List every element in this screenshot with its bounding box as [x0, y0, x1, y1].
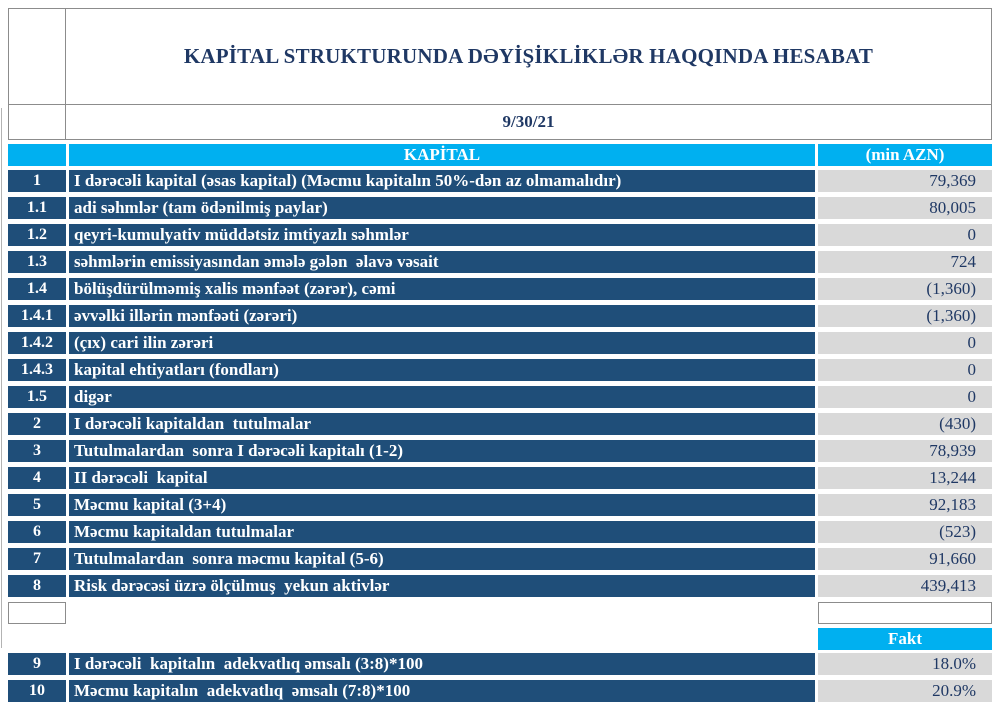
- row-number: 7: [8, 548, 66, 570]
- spacer-label-cell: [69, 602, 815, 624]
- row-value: 18.0%: [818, 653, 992, 675]
- fakt-empty-label-cell: [69, 628, 815, 650]
- row-value: 13,244: [818, 467, 992, 489]
- date-corner-cell: [8, 105, 66, 140]
- row-label: əvvəlki illərin mənfəəti (zərəri): [69, 305, 815, 327]
- date-cell: [66, 105, 992, 140]
- table-row: [8, 278, 992, 300]
- table-row: [8, 251, 992, 273]
- row-value: (523): [818, 521, 992, 543]
- table-row: [8, 440, 992, 462]
- report-date: 9/30/21: [502, 112, 555, 131]
- table-row: [8, 224, 992, 246]
- row-number: 1.2: [8, 224, 66, 246]
- fakt-empty-number-cell: [8, 628, 66, 650]
- row-label: I dərəcəli kapitaldan tutulmalar: [69, 413, 815, 435]
- row-value: 92,183: [818, 494, 992, 516]
- table-row: [8, 575, 992, 597]
- row-label: adi səhmlər (tam ödənilmiş paylar): [69, 197, 815, 219]
- title-row: [8, 8, 992, 105]
- ratio-rows: [8, 653, 992, 702]
- row-label: səhmlərin emissiyasından əmələ gələn əlavə vəsait: [69, 251, 815, 273]
- row-value: 20.9%: [818, 680, 992, 702]
- row-number: 4: [8, 467, 66, 489]
- row-number: 1: [8, 170, 66, 192]
- row-label: bölüşdürülməmiş xalis mənfəət (zərər), cəmi: [69, 278, 815, 300]
- row-value: 79,369: [818, 170, 992, 192]
- row-label: Tutulmalardan sonra məcmu kapital (5-6): [69, 548, 815, 570]
- row-label: (çıx) cari ilin zərəri: [69, 332, 815, 354]
- row-label: I dərəcəli kapitalın adekvatlıq əmsalı (3:8)*100: [69, 653, 815, 675]
- table-row: [8, 548, 992, 570]
- row-number: 1.1: [8, 197, 66, 219]
- row-label: kapital ehtiyatları (fondları): [69, 359, 815, 381]
- row-value: 0: [818, 224, 992, 246]
- row-value: 439,413: [818, 575, 992, 597]
- row-number: 5: [8, 494, 66, 516]
- row-value: 0: [818, 332, 992, 354]
- table-row: [8, 332, 992, 354]
- row-label: II dərəcəli kapital: [69, 467, 815, 489]
- report-title: KAPİTAL STRUKTURUNDA DƏYİŞİKLİKLƏR HAQQINDA HESABAT: [183, 44, 874, 68]
- row-number: 1.5: [8, 386, 66, 408]
- table-row: [8, 386, 992, 408]
- date-row: [8, 105, 992, 140]
- row-number: 10: [8, 680, 66, 702]
- table-row: [8, 305, 992, 327]
- row-number: 1.4: [8, 278, 66, 300]
- row-value: (430): [818, 413, 992, 435]
- capital-report-table: [8, 8, 992, 707]
- table-row: [8, 467, 992, 489]
- table-row: [8, 413, 992, 435]
- row-value: 724: [818, 251, 992, 273]
- table-row: [8, 197, 992, 219]
- spacer-number-cell: [8, 602, 66, 624]
- row-number: 8: [8, 575, 66, 597]
- page-break-guide-line: [1, 108, 2, 648]
- row-value: (1,360): [818, 278, 992, 300]
- row-number: 3: [8, 440, 66, 462]
- row-number: 1.4.3: [8, 359, 66, 381]
- title-corner-cell: [8, 8, 66, 105]
- row-number: 2: [8, 413, 66, 435]
- row-label: qeyri-kumulyativ müddətsiz imtiyazlı səhmlər: [69, 224, 815, 246]
- fakt-header: Fakt: [818, 628, 992, 650]
- table-row: [8, 653, 992, 675]
- row-label: Risk dərəcəsi üzrə ölçülmuş yekun aktivlər: [69, 575, 815, 597]
- row-value: (1,360): [818, 305, 992, 327]
- table-row: [8, 170, 992, 192]
- row-label: digər: [69, 386, 815, 408]
- column-header-row: [8, 144, 992, 166]
- table-row: [8, 521, 992, 543]
- capital-column-header: KAPİTAL: [69, 144, 815, 166]
- number-column-header: [8, 144, 66, 166]
- row-number: 6: [8, 521, 66, 543]
- table-row: [8, 680, 992, 702]
- row-label: Məcmu kapital (3+4): [69, 494, 815, 516]
- row-label: Məcmu kapitaldan tutulmalar: [69, 521, 815, 543]
- title-cell: [66, 8, 992, 105]
- spacer-value-cell: [818, 602, 992, 624]
- row-value: 0: [818, 359, 992, 381]
- row-number: 9: [8, 653, 66, 675]
- table-row: [8, 494, 992, 516]
- table-row: [8, 359, 992, 381]
- row-number: 1.4.2: [8, 332, 66, 354]
- row-value: 0: [818, 386, 992, 408]
- row-value: 78,939: [818, 440, 992, 462]
- row-label: Məcmu kapitalın adekvatlıq əmsalı (7:8)*100: [69, 680, 815, 702]
- row-label: Tutulmalardan sonra I dərəcəli kapitalı (1-2): [69, 440, 815, 462]
- row-value: 80,005: [818, 197, 992, 219]
- row-label: I dərəcəli kapital (əsas kapital) (Məcmu kapitalın 50%-dən az olmamalıdır): [69, 170, 815, 192]
- capital-rows: [8, 170, 992, 597]
- unit-column-header: (min AZN): [818, 144, 992, 166]
- spacer-row: [8, 602, 992, 624]
- row-number: 1.4.1: [8, 305, 66, 327]
- row-value: 91,660: [818, 548, 992, 570]
- row-number: 1.3: [8, 251, 66, 273]
- fakt-row: [8, 628, 992, 650]
